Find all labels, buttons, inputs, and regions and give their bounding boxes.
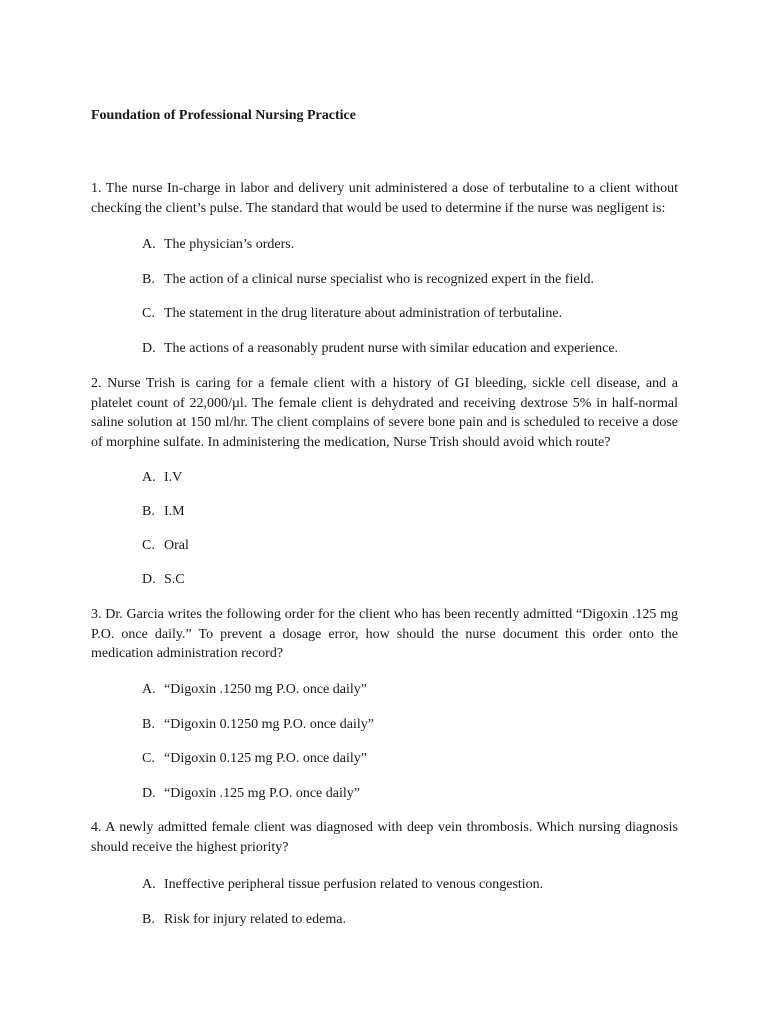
question-2-option-c: [142, 537, 189, 555]
question-2-option-a: [142, 469, 182, 487]
option-letter: C.: [142, 306, 155, 321]
option-text: “Digoxin 0.125 mg P.O. once daily”: [164, 751, 367, 766]
option-text: The statement in the drug literature about administration of terbutaline.: [164, 306, 563, 321]
option-text: I.M: [164, 504, 185, 519]
option-letter: D.: [142, 341, 156, 356]
question-1-option-c: [142, 305, 562, 323]
option-letter: A.: [142, 682, 156, 697]
question-3-option-a: [142, 681, 367, 699]
question-3-option-d: [142, 785, 360, 803]
question-3-text: 3. Dr. Garcia writes the following order for the client who has been recently admitted “Digoxin .125 mg P.O. once daily.” To prevent a dosage error, how should the nurse document this order onto the medication administration record?: [91, 607, 678, 661]
question-4-option-b: [142, 911, 346, 929]
question-4-text: 4. A newly admitted female client was diagnosed with deep vein thrombosis. Which nursing diagnosis should receive the highest priority?: [91, 820, 678, 855]
option-letter: B.: [142, 272, 155, 287]
option-letter: B.: [142, 504, 155, 519]
question-3-option-b: [142, 716, 374, 734]
document-title: Foundation of Professional Nursing Practice: [91, 108, 356, 123]
option-text: “Digoxin .1250 mg P.O. once daily”: [164, 682, 367, 697]
question-1-text: 1. The nurse In-charge in labor and delivery unit administered a dose of terbutaline to a client without checking the client’s pulse. The standard that would be used to determine if the nurse was negligent is:: [91, 181, 678, 216]
option-text: The actions of a reasonably prudent nurse with similar education and experience.: [164, 341, 619, 356]
question-3-option-c: [142, 750, 367, 768]
question-1-option-d: [142, 340, 618, 358]
question-2-option-b: [142, 503, 185, 521]
option-text: “Digoxin .125 mg P.O. once daily”: [164, 786, 360, 801]
option-letter: B.: [142, 717, 155, 732]
option-text: Ineffective peripheral tissue perfusion related to venous congestion.: [164, 877, 544, 892]
option-text: Risk for injury related to edema.: [164, 912, 346, 927]
question-4-option-a: [142, 876, 543, 894]
option-text: The action of a clinical nurse specialist who is recognized expert in the field.: [164, 272, 594, 287]
option-letter: D.: [142, 786, 156, 801]
option-text: S.C: [164, 572, 185, 587]
option-text: Oral: [164, 538, 189, 553]
option-letter: D.: [142, 572, 156, 587]
question-2-option-d: [142, 571, 185, 589]
question-1-option-a: [142, 236, 294, 254]
option-text: The physician’s orders.: [164, 237, 295, 252]
question-2-text: 2. Nurse Trish is caring for a female client with a history of GI bleeding, sickle cell disease, and a platelet count of 22,000/µl. The female client is dehydrated and receiving dextrose 5% in half-normal saline solution at 150 ml/hr. The client complains of severe bone pain and is scheduled to receive a dose of morphine sulfate. In administering the medication, Nurse Trish should avoid which route?: [91, 376, 678, 450]
question-1-option-b: [142, 271, 594, 289]
option-letter: A.: [142, 470, 156, 485]
option-text: “Digoxin 0.1250 mg P.O. once daily”: [164, 717, 374, 732]
option-letter: C.: [142, 538, 155, 553]
option-letter: C.: [142, 751, 155, 766]
option-letter: A.: [142, 237, 156, 252]
option-letter: A.: [142, 877, 156, 892]
option-text: I.V: [164, 470, 183, 485]
option-letter: B.: [142, 912, 155, 927]
